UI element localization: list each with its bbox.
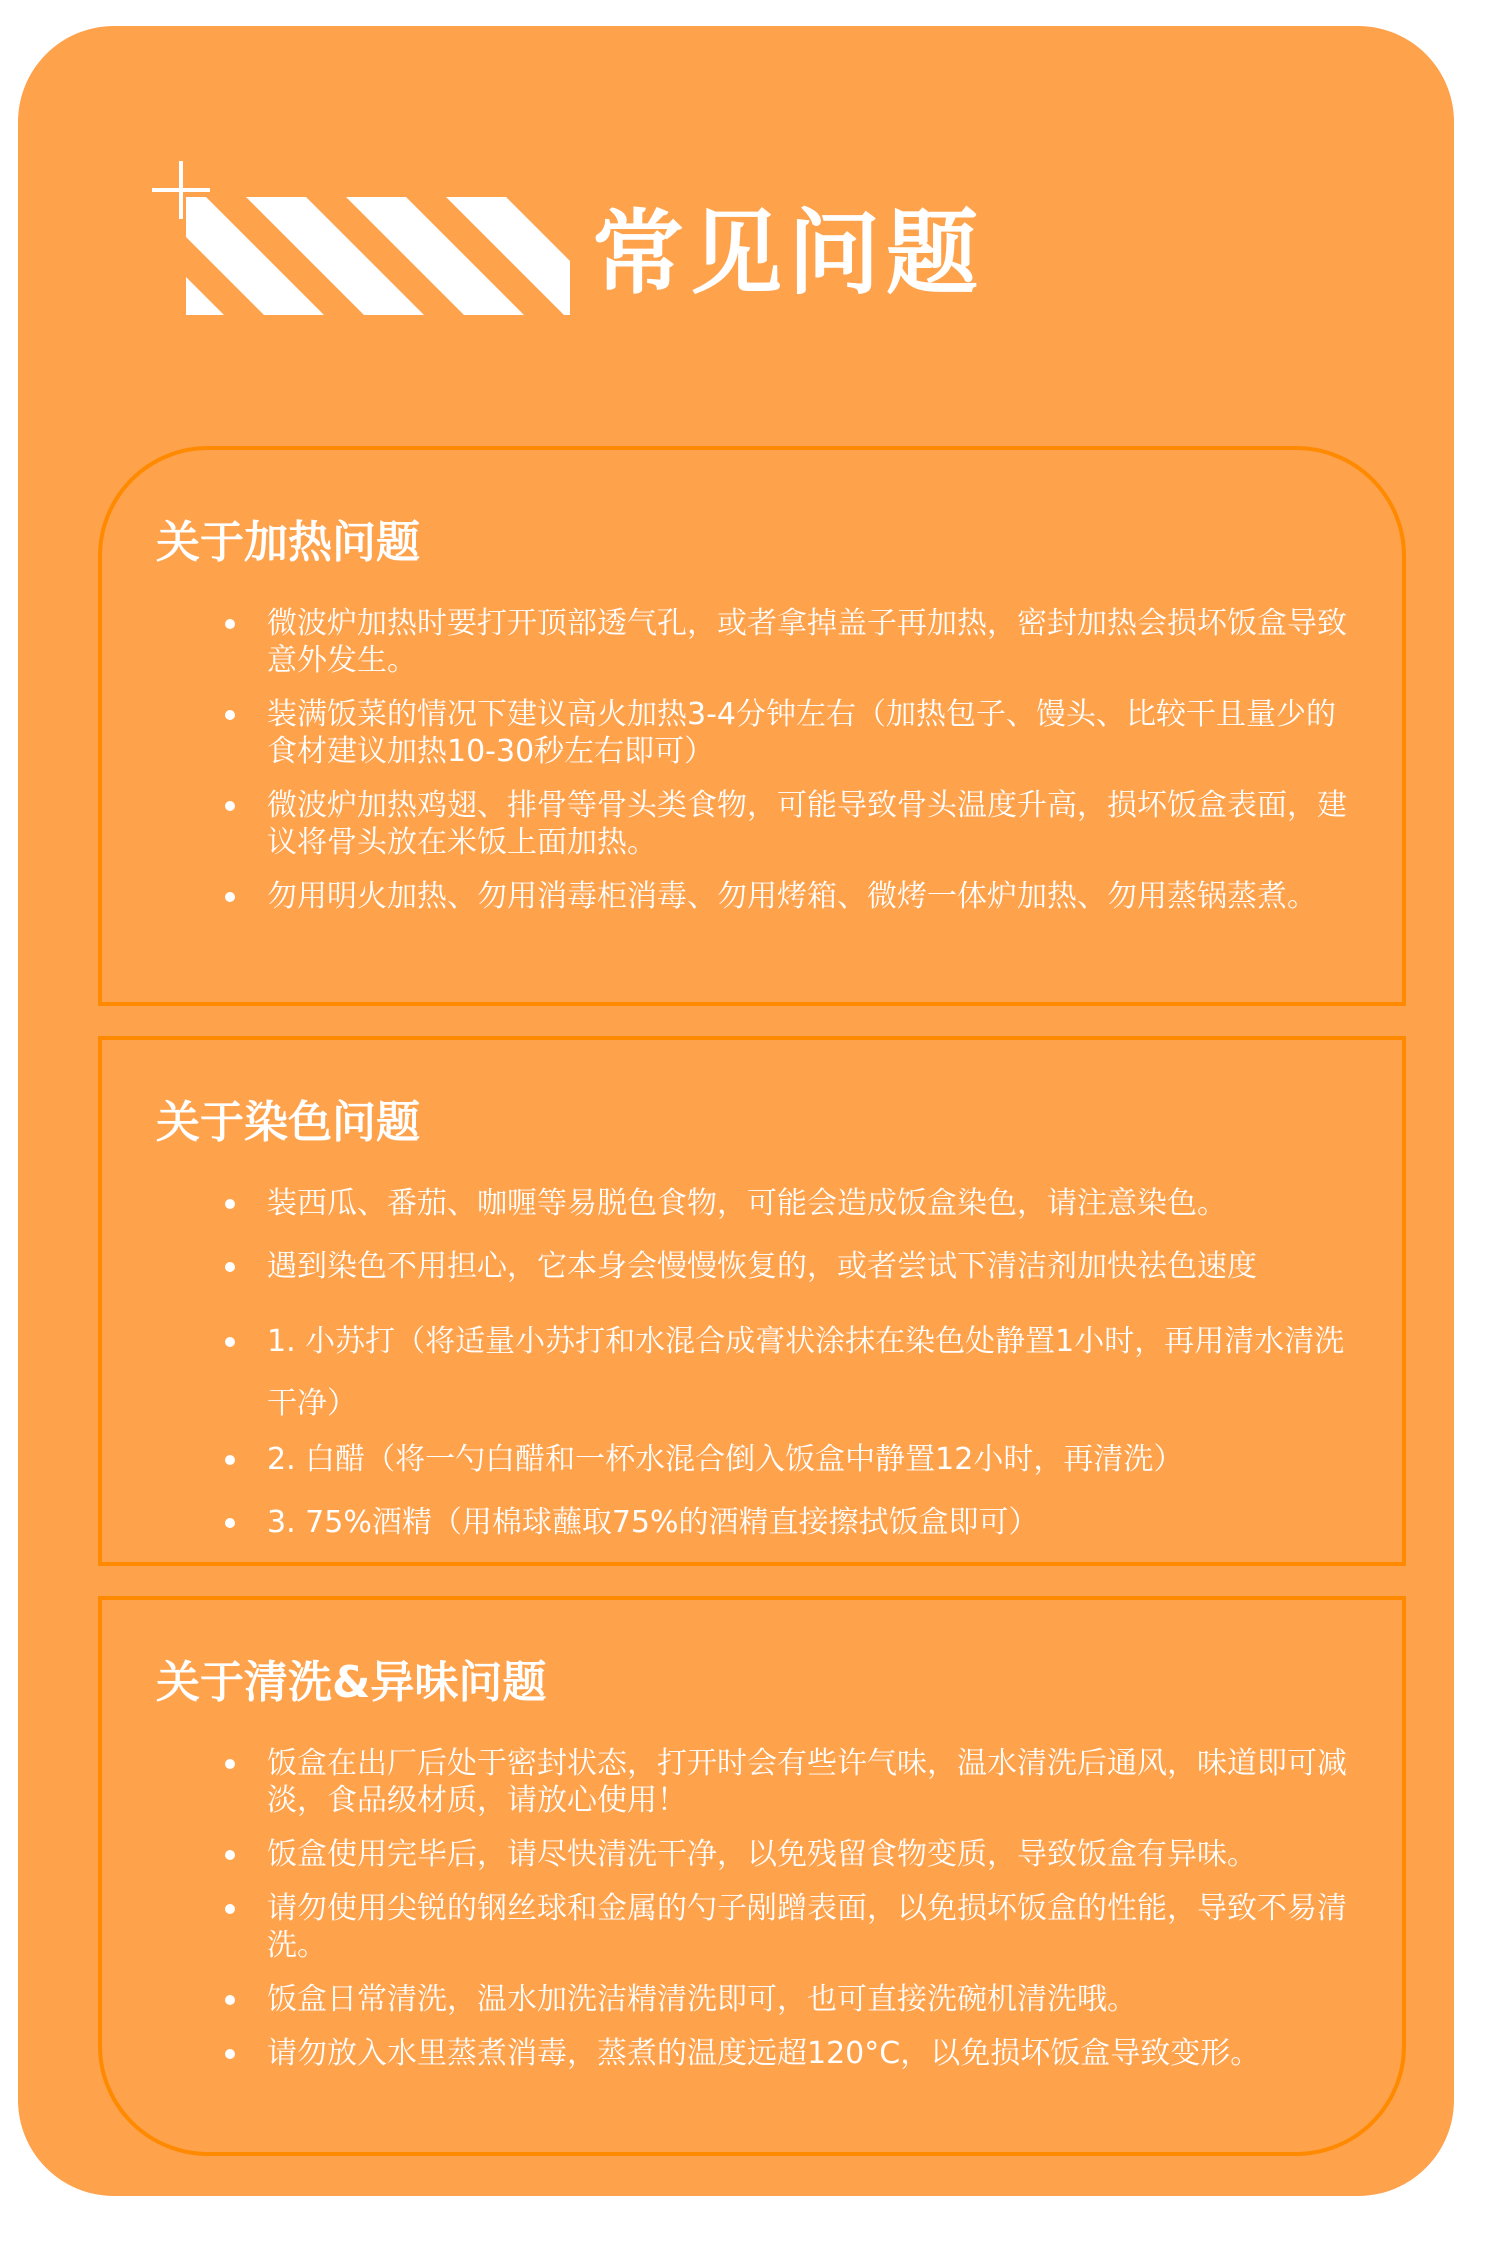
section-staining	[98, 1036, 1406, 1566]
bullet-icon	[225, 1850, 235, 1860]
list-item	[267, 1248, 1347, 1285]
list-item-text: 饭盒使用完毕后，请尽快清洗干净，以免残留食物变质，导致饭盒有异味。	[267, 1837, 1257, 1872]
stripes-icon	[186, 197, 570, 315]
list-item-text: 微波炉加热鸡翅、排骨等骨头类食物，可能导致骨头温度升高，损坏饭盒表面，建议将骨头放在米饭上面加热。	[267, 788, 1347, 860]
bullet-icon	[225, 1759, 235, 1769]
bullet-icon	[225, 710, 235, 720]
bullet-icon	[225, 1518, 235, 1528]
list-item	[267, 1185, 1347, 1222]
faq-card	[18, 26, 1454, 2196]
list-item	[267, 1836, 1347, 1873]
bullet-icon	[225, 2049, 235, 2059]
list-item-text: 装西瓜、番茄、咖喱等易脱色食物，可能会造成饭盒染色，请注意染色。	[267, 1186, 1227, 1221]
cleaning-list	[267, 1745, 1347, 2089]
list-item-text: 请勿放入水里蒸煮消毒，蒸煮的温度远超120°C，以免损坏饭盒导致变形。	[267, 2036, 1261, 2071]
list-item-text: 装满饭菜的情况下建议高火加热3-4分钟左右（加热包子、馒头、比较干且量少的食材建议加热10-30秒左右即可）	[267, 697, 1336, 769]
list-item	[267, 605, 1347, 679]
heating-list	[267, 605, 1347, 932]
list-item-text: 饭盒在出厂后处于密封状态，打开时会有些许气味，温水清洗后通风，味道即可减淡，食品级材质，请放心使用！	[267, 1746, 1347, 1818]
bullet-icon	[225, 1199, 235, 1209]
list-item	[267, 1311, 1347, 1435]
bullet-icon	[225, 1995, 235, 2005]
list-item	[267, 2035, 1347, 2072]
section-title-staining: 关于染色问题	[156, 1097, 420, 1148]
bullet-icon	[225, 1904, 235, 1914]
list-item-text: 勿用明火加热、勿用消毒柜消毒、勿用烤箱、微烤一体炉加热、勿用蒸锅蒸煮。	[267, 879, 1317, 914]
bullet-icon	[225, 1337, 235, 1347]
list-item	[267, 696, 1347, 770]
section-heating	[98, 446, 1406, 1006]
section-title-cleaning: 关于清洗&异味问题	[156, 1657, 547, 1708]
bullet-icon	[225, 892, 235, 902]
staining-list	[267, 1185, 1347, 1567]
list-item-text: 2. 白醋（将一勺白醋和一杯水混合倒入饭盒中静置12小时，再清洗）	[267, 1442, 1184, 1477]
list-item-text: 3. 75%酒精（用棉球蘸取75%的酒精直接擦拭饭盒即可）	[267, 1505, 1039, 1540]
list-item-text: 请勿使用尖锐的钢丝球和金属的勺子剐蹭表面，以免损坏饭盒的性能，导致不易清洗。	[267, 1891, 1347, 1963]
bullet-icon	[225, 619, 235, 629]
bullet-icon	[225, 1262, 235, 1272]
list-item	[267, 1745, 1347, 1819]
list-item-text: 微波炉加热时要打开顶部透气孔，或者拿掉盖子再加热，密封加热会损坏饭盒导致意外发生。	[267, 606, 1347, 678]
section-cleaning	[98, 1596, 1406, 2156]
list-item	[267, 1504, 1347, 1541]
faq-header	[152, 161, 1052, 321]
list-item	[267, 787, 1347, 861]
list-item	[267, 1890, 1347, 1964]
bullet-icon	[225, 801, 235, 811]
list-item	[267, 878, 1347, 915]
list-item-text: 遇到染色不用担心，它本身会慢慢恢复的，或者尝试下清洁剂加快祛色速度	[267, 1249, 1257, 1284]
section-title-heating: 关于加热问题	[156, 517, 420, 568]
list-item	[267, 1981, 1347, 2018]
list-item-text: 饭盒日常清洗，温水加洗洁精清洗即可，也可直接洗碗机清洗哦。	[267, 1982, 1137, 2017]
page-title: 常见问题	[592, 200, 985, 307]
list-item	[267, 1441, 1347, 1478]
bullet-icon	[225, 1455, 235, 1465]
list-item-text: 1. 小苏打（将适量小苏打和水混合成膏状涂抹在染色处静置1小时，再用清水清洗干净）	[267, 1324, 1345, 1421]
